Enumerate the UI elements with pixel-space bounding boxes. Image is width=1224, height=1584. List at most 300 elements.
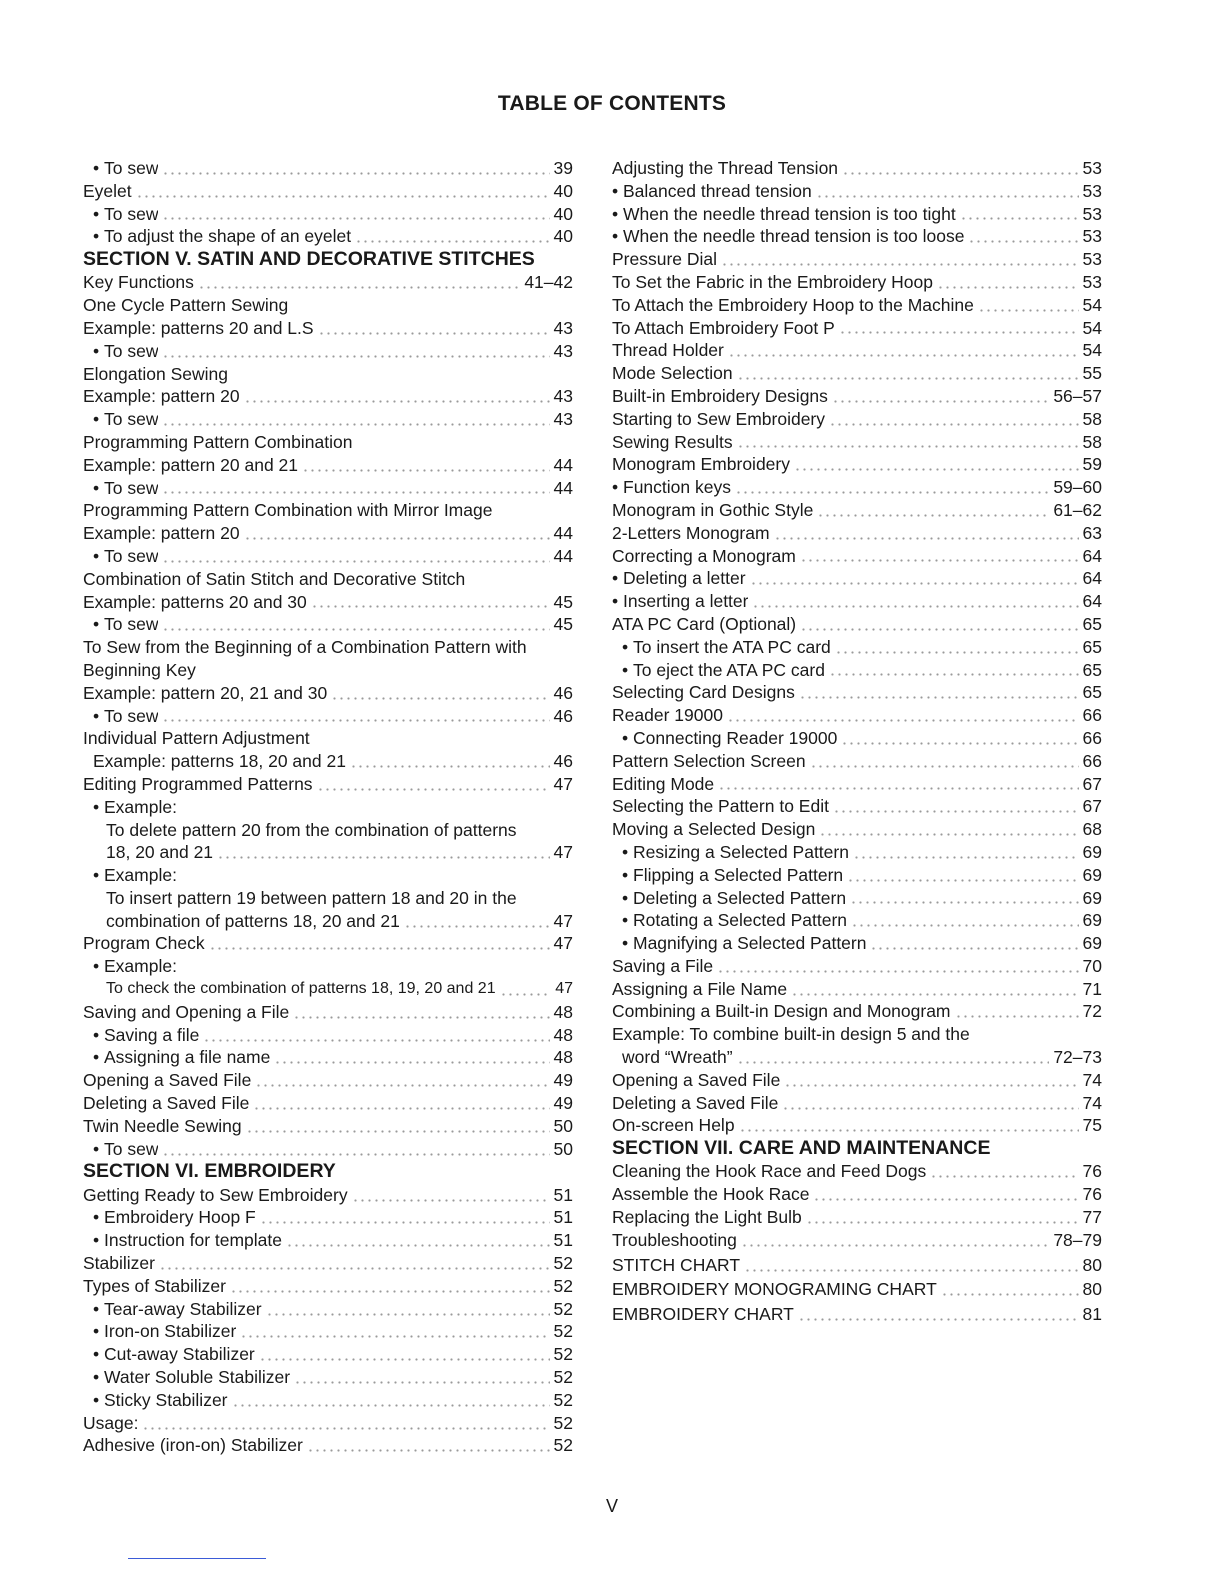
- toc-entry[interactable]: [83, 431, 573, 454]
- dot-leader: [159, 1266, 550, 1271]
- toc-entry-page: 41–42: [524, 272, 573, 293]
- toc-entry[interactable]: [83, 1115, 573, 1138]
- toc-entry-page: 65: [1082, 613, 1102, 634]
- toc-entry[interactable]: [83, 499, 573, 522]
- toc-entry[interactable]: [612, 1278, 1102, 1301]
- toc-entry[interactable]: [83, 727, 573, 750]
- toc-entry-page: 78–79: [1053, 1229, 1102, 1250]
- toc-entry[interactable]: [83, 1001, 573, 1024]
- toc-entry[interactable]: [612, 590, 1102, 613]
- toc-entry-label: To Set the Fabric in the Embroidery Hoop: [612, 271, 933, 292]
- toc-entry-label: STITCH CHART: [612, 1254, 741, 1275]
- toc-entry-label: • To eject the ATA PC card: [622, 659, 825, 682]
- toc-entry[interactable]: [612, 362, 1102, 385]
- toc-entry-label: • Instruction for template: [93, 1229, 282, 1252]
- toc-entry[interactable]: [612, 1229, 1102, 1252]
- dot-leader: [244, 399, 550, 404]
- toc-entry-label: Example: patterns 18, 20 and 21: [93, 751, 346, 772]
- toc-entry-page: 76: [1082, 1184, 1102, 1205]
- dot-leader: [727, 718, 1079, 723]
- dot-leader: [717, 969, 1078, 974]
- dot-leader: [350, 764, 550, 769]
- dot-leader: [819, 832, 1078, 837]
- toc-entry-page: 63: [1082, 522, 1102, 543]
- dot-leader: [162, 354, 549, 359]
- toc-entry[interactable]: [612, 1254, 1102, 1277]
- dot-leader: [318, 331, 550, 336]
- toc-entry-label: One Cycle Pattern Sewing: [83, 295, 289, 316]
- toc-entry-label: Example: pattern 20: [83, 386, 240, 407]
- toc-entry-page: 65: [1082, 659, 1102, 680]
- dot-leader: [259, 1357, 550, 1362]
- toc-entry[interactable]: [83, 1366, 573, 1389]
- toc-entry[interactable]: [83, 1184, 573, 1207]
- dot-leader: [260, 1220, 550, 1225]
- toc-entry-label: Mode Selection: [612, 363, 733, 384]
- page-number: V: [605, 1496, 618, 1516]
- toc-entry[interactable]: [612, 1046, 1102, 1069]
- toc-entry[interactable]: [83, 978, 573, 1001]
- dot-leader: [162, 422, 549, 427]
- toc-entry-label: To Sew from the Beginning of a Combination Pattern with: [83, 637, 527, 658]
- toc-entry[interactable]: [612, 385, 1102, 408]
- toc-entry-label: EMBROIDERY MONOGRAMING CHART: [612, 1279, 937, 1300]
- toc-entry-page: 72: [1082, 1001, 1102, 1022]
- toc-left-column: [83, 157, 573, 1457]
- dot-leader: [244, 536, 550, 541]
- toc-entry-page: 52: [553, 1253, 573, 1274]
- toc-entry[interactable]: [612, 1069, 1102, 1092]
- toc-entry-page: 74: [1082, 1069, 1102, 1090]
- toc-entry-label: • To sew: [93, 1138, 158, 1161]
- toc-entry-page: 69: [1082, 887, 1102, 908]
- toc-entry[interactable]: [83, 522, 573, 545]
- toc-entry-page: 71: [1082, 978, 1102, 999]
- toc-entry-label: • Resizing a Selected Pattern: [622, 841, 849, 864]
- toc-entry-page: 54: [1082, 294, 1102, 315]
- dot-leader: [217, 855, 549, 860]
- toc-entry-label: Programming Pattern Combination: [83, 431, 353, 452]
- toc-entry[interactable]: [83, 340, 573, 363]
- dot-leader: [246, 1129, 550, 1134]
- toc-entry-page: 52: [553, 1435, 573, 1456]
- dot-leader: [941, 1292, 1079, 1297]
- toc-entry[interactable]: [83, 568, 573, 591]
- dot-leader: [835, 650, 1079, 655]
- toc-entry-label: To check the combination of patterns 18, 19, 20 and 21: [106, 980, 496, 998]
- toc-entry[interactable]: [83, 910, 573, 933]
- toc-entry-label: • To sew: [93, 340, 158, 363]
- dot-leader: [839, 330, 1079, 335]
- toc-entry[interactable]: [83, 932, 573, 955]
- toc-entry-label: Individual Pattern Adjustment: [83, 728, 310, 749]
- toc-entry-page: 69: [1082, 841, 1102, 862]
- toc-entry-page: 48: [553, 1001, 573, 1022]
- toc-entry-label: 18, 20 and 21: [106, 842, 214, 863]
- toc-entry-label: Example: patterns 20 and 30: [83, 591, 307, 612]
- toc-entry-page: 53: [1082, 271, 1102, 292]
- dot-leader: [162, 1152, 549, 1157]
- dot-leader: [791, 992, 1078, 997]
- toc-entry[interactable]: [83, 477, 573, 500]
- toc-entry-label: Elongation Sewing: [83, 363, 228, 384]
- toc-entry[interactable]: [83, 1320, 573, 1343]
- toc-entry[interactable]: [612, 1000, 1102, 1023]
- toc-entry-page: 44: [553, 477, 573, 498]
- toc-entry-page: 47: [553, 773, 573, 794]
- toc-entry-page: 50: [553, 1115, 573, 1136]
- toc-entry[interactable]: [83, 1275, 573, 1298]
- toc-entry-label: On-screen Help: [612, 1115, 735, 1136]
- toc-entry[interactable]: [83, 1298, 573, 1321]
- dot-leader: [286, 1243, 550, 1248]
- toc-entry-label: Replacing the Light Bulb: [612, 1207, 802, 1228]
- toc-entry[interactable]: [83, 1229, 573, 1252]
- toc-entry-page: 69: [1082, 910, 1102, 931]
- toc-entry[interactable]: [83, 271, 573, 294]
- toc-entry-label: Usage:: [83, 1412, 139, 1433]
- toc-entry[interactable]: [612, 1183, 1102, 1206]
- dot-leader: [294, 1380, 549, 1385]
- toc-entry[interactable]: [612, 339, 1102, 362]
- toc-entry-page: 52: [553, 1367, 573, 1388]
- dot-leader: [847, 878, 1078, 883]
- toc-entry-page: 70: [1082, 955, 1102, 976]
- dot-leader: [255, 1083, 549, 1088]
- dot-leader: [842, 171, 1078, 176]
- toc-entry-page: 59–60: [1053, 477, 1102, 498]
- toc-entry[interactable]: [83, 887, 573, 910]
- dot-leader: [817, 513, 1049, 518]
- dot-leader: [810, 764, 1079, 769]
- toc-entry-page: 43: [553, 340, 573, 361]
- toc-entry[interactable]: [83, 705, 573, 728]
- toc-entry-label: Example: pattern 20 and 21: [83, 454, 299, 475]
- toc-entry[interactable]: [612, 522, 1102, 545]
- dot-leader: [737, 1060, 1050, 1065]
- toc-entry-label: Eyelet: [83, 180, 132, 201]
- toc-entry[interactable]: [83, 1138, 573, 1161]
- toc-entry-label: Moving a Selected Design: [612, 819, 816, 840]
- toc-entry[interactable]: [83, 225, 573, 248]
- toc-entry[interactable]: [83, 682, 573, 705]
- dot-leader: [274, 1060, 549, 1065]
- toc-entry-label: To Attach Embroidery Foot P: [612, 317, 835, 338]
- toc-entry-page: 43: [553, 386, 573, 407]
- dot-leader: [816, 194, 1079, 199]
- toc-entry[interactable]: [612, 1092, 1102, 1115]
- toc-entry-label: • Tear-away Stabilizer: [93, 1298, 262, 1321]
- toc-entry-page: 52: [553, 1275, 573, 1296]
- toc-entry-page: 74: [1082, 1092, 1102, 1113]
- toc-entry[interactable]: [83, 636, 573, 659]
- dot-leader: [750, 581, 1079, 586]
- toc-entry-label: Troubleshooting: [612, 1229, 737, 1250]
- toc-entry[interactable]: [83, 1389, 573, 1412]
- dot-leader: [841, 741, 1078, 746]
- toc-entry[interactable]: [83, 864, 573, 887]
- toc-entry[interactable]: [612, 704, 1102, 727]
- toc-entry-label: • When the needle thread tension is too loose: [612, 225, 964, 248]
- section-heading: SECTION V. SATIN AND DECORATIVE STITCHES: [83, 248, 535, 271]
- toc-entry-page: 75: [1082, 1115, 1102, 1136]
- toc-entry-label: Opening a Saved File: [83, 1070, 252, 1091]
- toc-entry-page: 40: [553, 226, 573, 247]
- toc-entry-label: • Function keys: [612, 476, 731, 499]
- dot-leader: [404, 924, 550, 929]
- dot-leader: [806, 1220, 1079, 1225]
- toc-entry-page: 72–73: [1053, 1047, 1102, 1068]
- toc-entry-label: • Cut-away Stabilizer: [93, 1343, 255, 1366]
- toc-entry-label: • Assigning a file name: [93, 1046, 270, 1069]
- toc-entry-page: 47: [553, 842, 573, 863]
- toc-entry[interactable]: [612, 613, 1102, 636]
- dot-leader: [744, 1268, 1079, 1273]
- toc-entry-page: 54: [1082, 317, 1102, 338]
- toc-entry[interactable]: [83, 1434, 573, 1457]
- toc-entry[interactable]: [612, 225, 1102, 248]
- toc-entry-page: 50: [553, 1138, 573, 1159]
- scan-underline: [128, 1558, 266, 1559]
- toc-entry[interactable]: [83, 294, 573, 317]
- toc-entry-label: • To sew: [93, 477, 158, 500]
- toc-entry[interactable]: [83, 1343, 573, 1366]
- toc-entry-label: Assemble the Hook Race: [612, 1184, 810, 1205]
- toc-entry[interactable]: [612, 317, 1102, 340]
- toc-entry-label: • Magnifying a Selected Pattern: [622, 932, 866, 955]
- toc-entry-page: 47: [553, 933, 573, 954]
- toc-entry-label: 2-Letters Monogram: [612, 522, 770, 543]
- toc-entry-page: 49: [553, 1093, 573, 1114]
- toc-entry[interactable]: [83, 157, 573, 180]
- dot-leader: [162, 718, 549, 723]
- toc-entry[interactable]: [612, 681, 1102, 704]
- toc-entry-page: 53: [1082, 203, 1102, 224]
- toc-entry[interactable]: [612, 841, 1102, 864]
- toc-entry-page: 51: [553, 1230, 573, 1251]
- toc-entry[interactable]: [612, 545, 1102, 568]
- toc-entry[interactable]: [612, 453, 1102, 476]
- dot-leader: [331, 696, 549, 701]
- toc-entry-page: 44: [553, 523, 573, 544]
- dot-leader: [355, 239, 549, 244]
- toc-entry-page: 52: [553, 1344, 573, 1365]
- toc-entry-label: Saving and Opening a File: [83, 1001, 290, 1022]
- dot-leader: [317, 787, 550, 792]
- toc-entry[interactable]: [612, 1303, 1102, 1326]
- toc-entry-label: Example: pattern 20: [83, 523, 240, 544]
- toc-entry[interactable]: [612, 795, 1102, 818]
- toc-entry-page: 67: [1082, 796, 1102, 817]
- toc-entry-page: 64: [1082, 545, 1102, 566]
- dot-leader: [721, 262, 1078, 267]
- toc-entry[interactable]: [612, 431, 1102, 454]
- toc-entry-label: Thread Holder: [612, 340, 724, 361]
- toc-entry-page: 65: [1082, 682, 1102, 703]
- toc-entry[interactable]: [612, 248, 1102, 271]
- dot-leader: [240, 1334, 549, 1339]
- toc-entry[interactable]: [612, 476, 1102, 499]
- toc-entry-label: • To insert the ATA PC card: [622, 636, 831, 659]
- toc-entry-label: • Example:: [93, 864, 177, 887]
- dot-leader: [794, 467, 1079, 472]
- toc-entry-label: word “Wreath”: [622, 1047, 733, 1068]
- dot-leader: [799, 695, 1079, 700]
- toc-entry[interactable]: [83, 1046, 573, 1069]
- toc-entry[interactable]: [612, 1114, 1102, 1137]
- toc-entry-label: Correcting a Monogram: [612, 545, 796, 566]
- toc-entry[interactable]: [83, 659, 573, 682]
- toc-entry[interactable]: [612, 1160, 1102, 1183]
- dot-leader: [833, 809, 1079, 814]
- dot-leader: [307, 1448, 550, 1453]
- toc-entry[interactable]: [83, 317, 573, 340]
- toc-entry-page: 76: [1082, 1161, 1102, 1182]
- toc-entry-page: 39: [553, 158, 573, 178]
- toc-entry[interactable]: [612, 909, 1102, 932]
- toc-entry-label: Example: pattern 20, 21 and 30: [83, 682, 328, 703]
- toc-entry[interactable]: [612, 636, 1102, 659]
- toc-entry[interactable]: [83, 1412, 573, 1435]
- toc-entry-label: Pressure Dial: [612, 249, 718, 270]
- dot-leader: [737, 376, 1079, 381]
- toc-entry[interactable]: [83, 750, 573, 773]
- dot-leader: [829, 422, 1079, 427]
- dot-leader: [737, 444, 1079, 449]
- dot-leader: [741, 1243, 1049, 1248]
- dot-leader: [162, 216, 549, 221]
- toc-entry-label: ATA PC Card (Optional): [612, 613, 797, 634]
- toc-entry-label: Adhesive (iron-on) Stabilizer: [83, 1435, 303, 1456]
- toc-entry[interactable]: [83, 819, 573, 842]
- dot-leader: [832, 399, 1049, 404]
- toc-entry[interactable]: [612, 659, 1102, 682]
- toc-entry-label: • Example:: [93, 796, 177, 819]
- toc-entry[interactable]: [83, 591, 573, 614]
- toc-entry-page: 48: [553, 1024, 573, 1045]
- toc-entry[interactable]: [612, 157, 1102, 180]
- toc-entry-label: Deleting a Saved File: [83, 1093, 250, 1114]
- toc-entry-page: 61–62: [1053, 499, 1102, 520]
- toc-entry[interactable]: [83, 613, 573, 636]
- toc-entry[interactable]: [83, 1069, 573, 1092]
- toc-entry[interactable]: [612, 955, 1102, 978]
- toc-entry-page: 52: [553, 1321, 573, 1342]
- toc-entry[interactable]: [83, 363, 573, 386]
- toc-entry[interactable]: [83, 773, 573, 796]
- toc-entry[interactable]: [83, 203, 573, 226]
- toc-entry[interactable]: [83, 408, 573, 431]
- toc-entry-label: Saving a File: [612, 955, 714, 976]
- toc-entry-page: 55: [1082, 363, 1102, 384]
- dot-leader: [253, 1106, 549, 1111]
- toc-entry[interactable]: [612, 818, 1102, 841]
- toc-entry-label: Adjusting the Thread Tension: [612, 158, 839, 178]
- dot-leader: [752, 604, 1078, 609]
- toc-entry[interactable]: [612, 750, 1102, 773]
- toc-entry-label: • Flipping a Selected Pattern: [622, 864, 843, 887]
- dot-leader: [851, 923, 1079, 928]
- toc-entry[interactable]: [612, 727, 1102, 750]
- toc-entry[interactable]: [612, 499, 1102, 522]
- toc-entry[interactable]: [83, 454, 573, 477]
- toc-entry[interactable]: [83, 1092, 573, 1115]
- toc-entry-label: Selecting Card Designs: [612, 682, 795, 703]
- toc-entry[interactable]: [612, 408, 1102, 431]
- dot-leader: [302, 468, 550, 473]
- dot-leader: [800, 627, 1078, 632]
- toc-entry[interactable]: [83, 1206, 573, 1229]
- toc-entry-page: 68: [1082, 819, 1102, 840]
- toc-entry-label: • To sew: [93, 157, 158, 180]
- toc-entry-page: 65: [1082, 636, 1102, 657]
- toc-entry[interactable]: [83, 841, 573, 864]
- dot-leader: [230, 1289, 550, 1294]
- toc-entry[interactable]: [83, 796, 573, 819]
- toc-entry-page: 47: [553, 910, 573, 931]
- toc-entry-label: Getting Ready to Sew Embroidery: [83, 1184, 348, 1205]
- toc-entry-label: • Rotating a Selected Pattern: [622, 909, 847, 932]
- toc-entry[interactable]: [612, 203, 1102, 226]
- toc-entry[interactable]: [612, 180, 1102, 203]
- toc-entry-page: 44: [553, 454, 573, 475]
- toc-entry-label: Starting to Sew Embroidery: [612, 408, 826, 429]
- toc-entry[interactable]: [83, 180, 573, 203]
- dot-leader: [718, 786, 1078, 791]
- toc-entry[interactable]: [83, 1024, 573, 1047]
- toc-entry[interactable]: [83, 955, 573, 978]
- toc-entry-page: 64: [1082, 568, 1102, 589]
- toc-entry[interactable]: [612, 567, 1102, 590]
- dot-leader: [162, 171, 549, 176]
- dot-leader: [798, 1317, 1079, 1322]
- toc-entry-label: • Iron-on Stabilizer: [93, 1320, 236, 1343]
- toc-entry-page: 69: [1082, 933, 1102, 954]
- toc-entry-label: • Saving a file: [93, 1024, 199, 1047]
- toc-entry[interactable]: [612, 271, 1102, 294]
- toc-entry-page: 52: [553, 1389, 573, 1410]
- toc-entry[interactable]: [612, 932, 1102, 955]
- toc-entry[interactable]: [612, 864, 1102, 887]
- toc-entry-page: 66: [1082, 705, 1102, 726]
- toc-entry[interactable]: [612, 978, 1102, 1001]
- dot-leader: [782, 1106, 1078, 1111]
- toc-entry[interactable]: [612, 1023, 1102, 1046]
- dot-leader: [853, 855, 1079, 860]
- toc-entry[interactable]: [83, 1252, 573, 1275]
- toc-entry-page: 56–57: [1053, 385, 1102, 406]
- toc-entry-label: EMBROIDERY CHART: [612, 1304, 794, 1325]
- toc-entry[interactable]: [83, 385, 573, 408]
- toc-entry-page: 53: [1082, 226, 1102, 247]
- toc-entry-page: 51: [553, 1184, 573, 1205]
- toc-entry[interactable]: [612, 1206, 1102, 1229]
- dot-leader: [978, 308, 1079, 313]
- toc-entry-label: To insert pattern 19 between pattern 18 and 20 in the: [106, 887, 517, 908]
- toc-entry[interactable]: [612, 294, 1102, 317]
- toc-entry-label: Selecting the Pattern to Edit: [612, 796, 829, 817]
- toc-entry[interactable]: [612, 887, 1102, 910]
- toc-entry[interactable]: [83, 545, 573, 568]
- toc-entry[interactable]: [612, 773, 1102, 796]
- toc-entry-page: 43: [553, 317, 573, 338]
- toc-entry-page: 59: [1082, 454, 1102, 475]
- dot-leader: [829, 672, 1079, 677]
- toc-entry-label: • To sew: [93, 203, 158, 226]
- dot-leader: [968, 239, 1078, 244]
- dot-leader: [774, 536, 1079, 541]
- toc-entry-label: Twin Needle Sewing: [83, 1115, 242, 1136]
